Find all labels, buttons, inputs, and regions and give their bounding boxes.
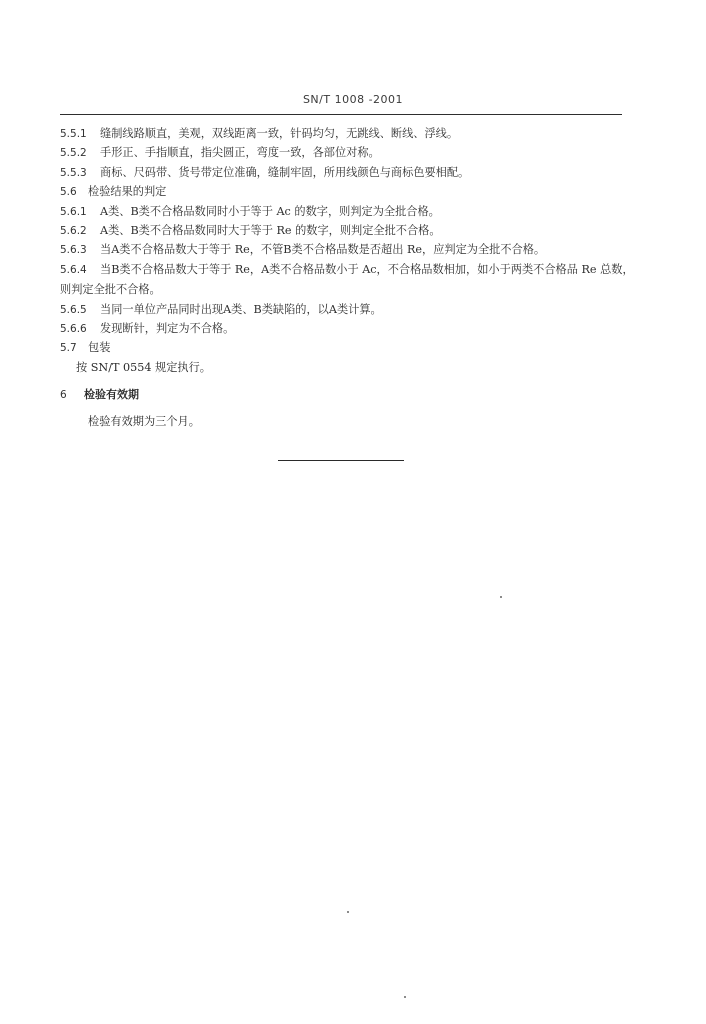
clause-5-6-4 <box>60 260 635 300</box>
clause-5-5-3 <box>60 163 635 182</box>
clause-text: A类、B类不合格品数同时大于等于 Re 的数字，则判定全批不合格。 <box>100 223 441 237</box>
validity-text: 检验有效期为三个月。 <box>88 414 200 428</box>
section-6 <box>60 385 635 431</box>
clause-number: 5.6.5 <box>60 303 87 316</box>
scan-speck <box>500 596 502 598</box>
clause-5-5-2 <box>60 143 635 162</box>
clause-text: 手形正、手指顺直，指尖圆正，弯度一致，各部位对称。 <box>100 146 380 160</box>
clause-text: 缝制线路顺直，美观，双线距离一致，针码均匀，无跳线、断线、浮线。 <box>100 127 459 140</box>
end-of-document-rule <box>278 460 404 461</box>
clause-number: 5.5.3 <box>60 166 87 179</box>
clause-text: 当同一单位产品同时出现A类、B类缺陷的，以A类计算。 <box>100 302 382 316</box>
clause-heading: 包装 <box>88 341 111 355</box>
clause-5-6-2 <box>60 221 635 240</box>
clause-5-6-1 <box>60 202 635 221</box>
clause-heading: 检验结果的判定 <box>88 185 167 199</box>
scan-speck <box>347 911 349 913</box>
clause-5-6-5 <box>60 300 635 319</box>
clause-5-6-3 <box>60 240 635 259</box>
clause-number: 5.6.4 <box>60 263 87 276</box>
clause-number: 5.6 <box>60 186 77 199</box>
clause-number: 5.6.6 <box>60 322 87 335</box>
clause-text: 当A类不合格品数大于等于 Re，不管B类不合格品数是否超出 Re，应判定为全批不合格。 <box>100 243 546 257</box>
document-body <box>60 124 635 431</box>
clause-number: 5.6.1 <box>60 205 87 218</box>
clause-text: A类、B类不合格品数同时小于等于 Ac 的数字，则判定为全批合格。 <box>100 204 440 218</box>
clause-text: 商标、尺码带、货号带定位准确，缝制牢固，所用线颜色与商标色要相配。 <box>100 165 470 179</box>
section-heading: 检验有效期 <box>84 388 139 402</box>
clause-number: 5.5.2 <box>60 147 87 160</box>
clause-5-7 <box>60 338 635 357</box>
clause-number: 5.6.2 <box>60 224 87 237</box>
clause-5-6-6 <box>60 319 635 338</box>
packing-text: 按 SN/T 0554 规定执行。 <box>76 360 211 374</box>
clause-5-6 <box>60 182 635 201</box>
clause-5-5-1 <box>60 124 635 143</box>
clause-text: 当B类不合格品数大于等于 Re，A类不合格品数小于 Ac，不合格品数相加，如小于两类不合格品 Re 总数，则判定全批不合格。 <box>60 262 634 297</box>
clause-text: 发现断针，判定为不合格。 <box>100 321 235 335</box>
section-number: 6 <box>60 389 67 402</box>
clause-number: 5.6.3 <box>60 244 87 257</box>
scan-speck <box>404 996 406 998</box>
clause-number: 5.7 <box>60 342 77 355</box>
standard-code: SN/T 1008 -2001 <box>302 93 404 106</box>
clause-number: 5.5.1 <box>60 128 87 140</box>
section-6-heading-line <box>60 385 635 404</box>
header-rule <box>60 114 622 115</box>
